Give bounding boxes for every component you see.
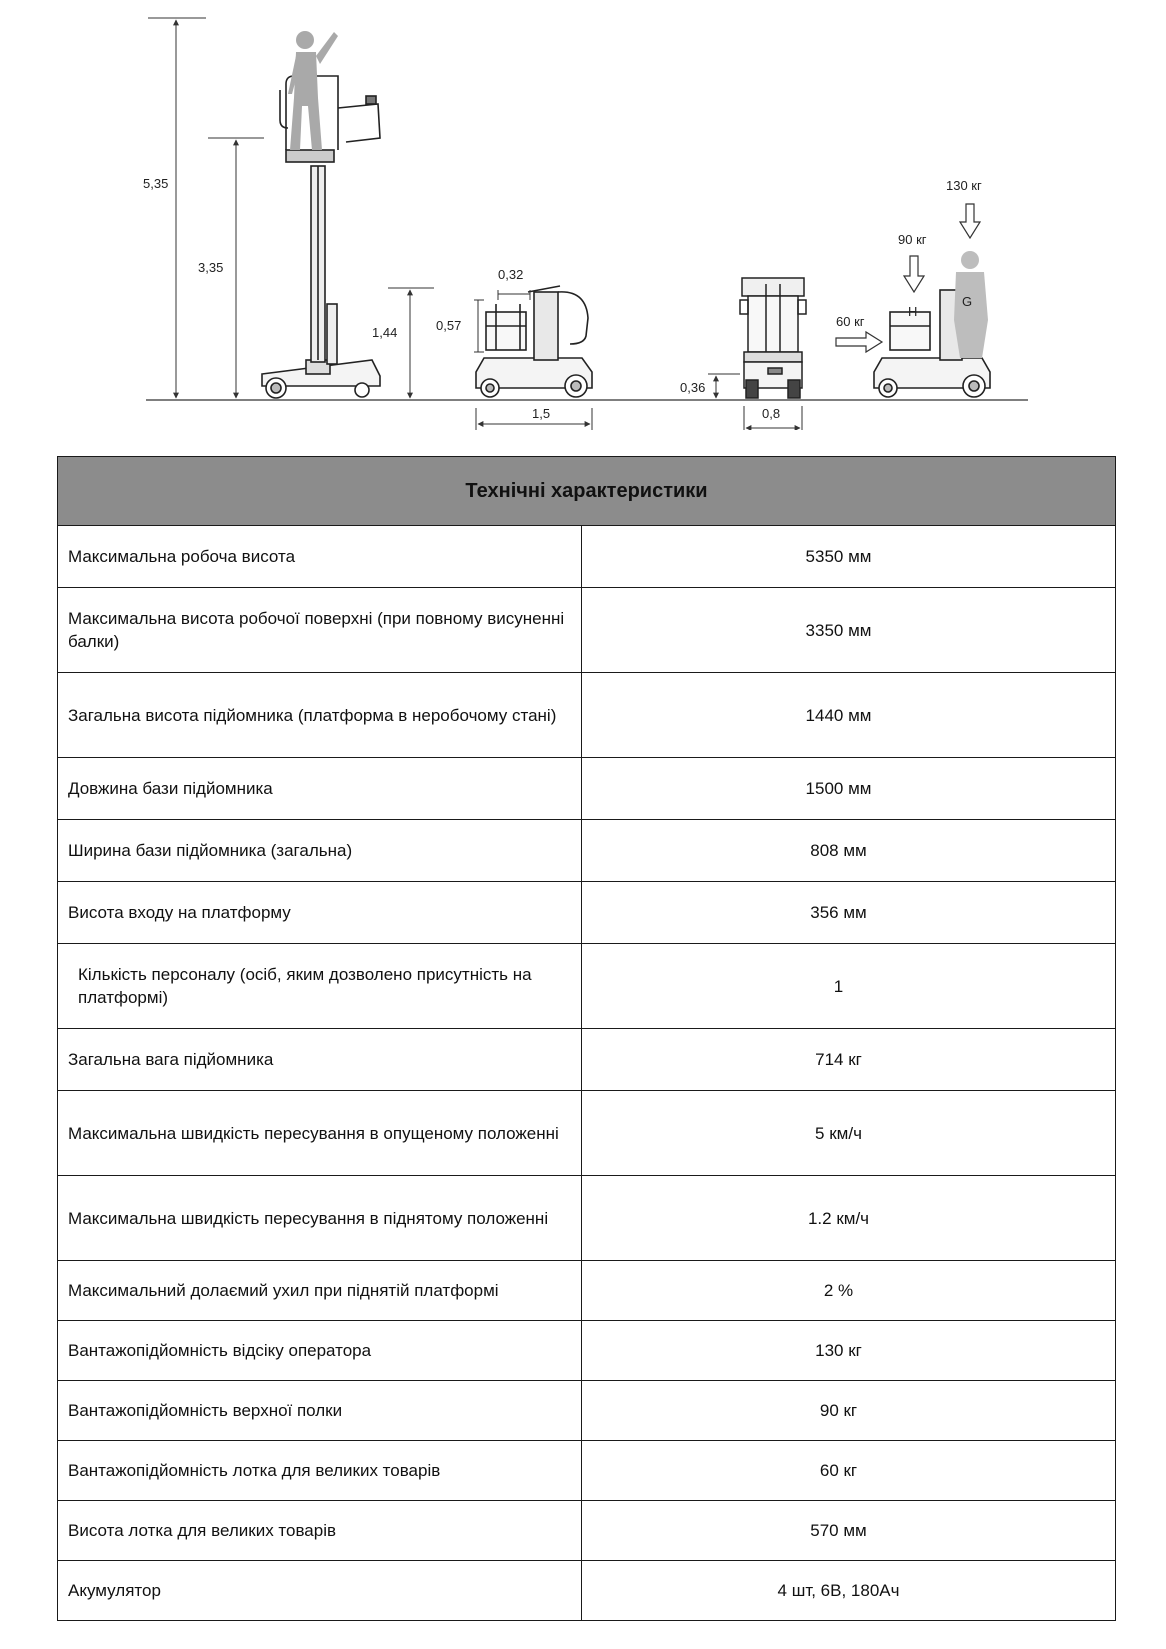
spec-label: Максимальна робоча висота <box>58 526 582 588</box>
spec-value-text: 1.2 км/ч <box>807 1208 870 1228</box>
table-row <box>58 588 1116 673</box>
table-row <box>58 526 1116 588</box>
spec-value-text: 5 км/ч <box>815 1123 862 1143</box>
spec-label: Вантажопідйомність відсіку оператора <box>58 1321 582 1381</box>
spec-value-text: 570 мм <box>810 1521 867 1540</box>
spec-value-text: 1 <box>833 976 844 996</box>
load-arrow-shelf <box>904 256 924 292</box>
spec-value-text: 808 мм <box>810 841 867 860</box>
spec-table-title: Технічні характеристики <box>58 457 1116 526</box>
dimension-max-height <box>148 18 206 398</box>
dim-step-height-label: 0,36 <box>680 380 706 395</box>
dimension-stowed-height <box>388 288 434 398</box>
spec-value-text: 356 мм <box>810 903 867 922</box>
spec-value-text: 3350 мм <box>805 620 872 640</box>
lift-stowed-view <box>476 286 592 397</box>
spec-value <box>582 1321 1116 1381</box>
table-row <box>58 1261 1116 1321</box>
table-row <box>58 758 1116 820</box>
load-tray-label: 60 кг <box>836 314 865 329</box>
spec-label: Довжина бази підйомника <box>58 758 582 820</box>
spec-value-text: 5350 мм <box>805 547 872 566</box>
spec-label: Максимальна висота робочої поверхні (при повному висуненні балки) <box>58 588 582 673</box>
spec-table <box>57 456 1116 1621</box>
dim-base-width-label: 0,8 <box>762 406 781 421</box>
table-row <box>58 1029 1116 1091</box>
table-row <box>58 1501 1116 1561</box>
dim-tray-height-label: 0,57 <box>436 318 462 333</box>
dimension-tray-height <box>474 300 484 352</box>
spec-value <box>582 1501 1116 1561</box>
table-row <box>58 673 1116 758</box>
lift-front-view <box>740 278 806 398</box>
operator-figure <box>288 31 338 150</box>
spec-label: Максимальна швидкість пересування в опущеному положенні <box>58 1091 582 1176</box>
dimension-tray-width <box>498 290 530 300</box>
table-row <box>58 1091 1116 1176</box>
table-row <box>58 944 1116 1029</box>
spec-value <box>582 820 1116 882</box>
load-shelf-label: 90 кг <box>898 232 927 247</box>
spec-label: Висота лотка для великих товарів <box>58 1501 582 1561</box>
spec-label: Загальна висота підйомника (платформа в неробочому стані) <box>58 673 582 758</box>
spec-label: Вантажопідйомність верхної полки <box>58 1381 582 1441</box>
table-row <box>58 1176 1116 1261</box>
spec-value <box>582 1381 1116 1441</box>
table-row <box>58 820 1116 882</box>
spec-value <box>582 1091 1116 1176</box>
load-operator-label: 130 кг <box>946 178 982 193</box>
dim-max-height-label: 5,35 <box>143 176 169 191</box>
spec-value <box>582 1441 1116 1501</box>
spec-value-text: 130 кг <box>815 1341 862 1360</box>
dim-base-length-label: 1,5 <box>532 406 551 421</box>
spec-value <box>582 588 1116 673</box>
spec-value <box>582 944 1116 1029</box>
load-arrow-operator <box>960 204 980 238</box>
marker-operator: G <box>962 294 973 309</box>
spec-label: Максимальна швидкість пересування в піднятому положенні <box>58 1176 582 1261</box>
dimension-step-height <box>708 374 740 398</box>
spec-value <box>582 526 1116 588</box>
spec-value-text: 4 шт, 6В, 180Ач <box>777 1581 900 1600</box>
dim-platform-raised-label: 3,35 <box>198 260 224 275</box>
spec-value-text: 1500 мм <box>805 779 872 798</box>
spec-table-header-row <box>58 457 1116 526</box>
dim-tray-width-label: 0,32 <box>498 267 524 282</box>
table-row <box>58 1561 1116 1621</box>
marker-shelf: H <box>908 304 918 319</box>
spec-label: Ширина бази підйомника (загальна) <box>58 820 582 882</box>
table-row <box>58 1321 1116 1381</box>
spec-value-text: 1440 мм <box>805 705 872 725</box>
spec-value <box>582 1561 1116 1621</box>
table-row <box>58 1441 1116 1501</box>
spec-value-text: 2 % <box>823 1281 854 1300</box>
load-arrow-tray <box>836 332 882 352</box>
spec-value <box>582 673 1116 758</box>
dim-stowed-height-label: 1,44 <box>372 325 398 340</box>
table-row <box>58 882 1116 944</box>
spec-value <box>582 758 1116 820</box>
table-row <box>58 1381 1116 1441</box>
lift-raised-view <box>262 76 380 398</box>
spec-value-text: 90 кг <box>819 1401 858 1420</box>
spec-label: Загальна вага підйомника <box>58 1029 582 1091</box>
spec-value <box>582 1261 1116 1321</box>
spec-label: Акумулятор <box>58 1561 582 1621</box>
spec-value <box>582 1176 1116 1261</box>
spec-label: Висота входу на платформу <box>58 882 582 944</box>
spec-label: Вантажопідйомність лотка для великих товарів <box>58 1441 582 1501</box>
lift-technical-drawing <box>0 0 1166 430</box>
spec-value-text: 60 кг <box>819 1461 858 1480</box>
spec-value-text: 714 кг <box>815 1050 862 1069</box>
spec-value <box>582 1029 1116 1091</box>
spec-value <box>582 882 1116 944</box>
spec-label: Максимальний долаємий ухил при піднятій платформі <box>58 1261 582 1321</box>
spec-label: Кількість персоналу (осіб, яким дозволено присутність на платформі) <box>58 944 582 1029</box>
